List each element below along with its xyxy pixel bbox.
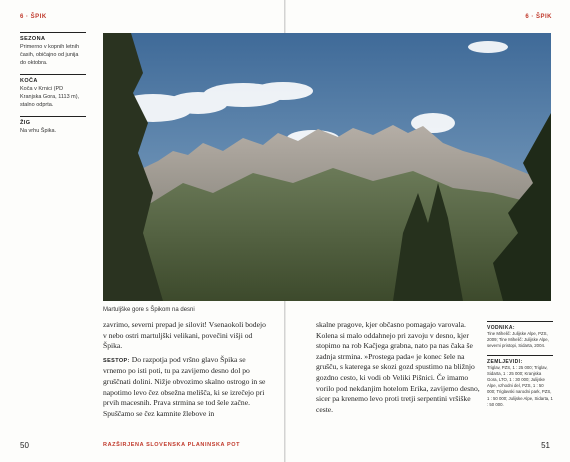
body-column-right — [316, 320, 481, 415]
page-number-right: 51 — [541, 441, 550, 450]
stamp-text: Na vrhu Špika. — [20, 128, 57, 134]
maps-title: ZEMLJEVIDI: — [487, 358, 523, 365]
info-sidebar — [20, 32, 86, 142]
guidebooks-title: VODNIKA: — [487, 325, 515, 331]
guidebooks-text: Tine Mihelič: Julijske Alpe, PZS, 2009; Tine Mihelič: Julijske Alpe, severni pristopi, Sidarta, 2004. — [487, 331, 549, 349]
body-paragraph — [103, 355, 270, 420]
book-title: RAZŠIRJENA SLOVENSKA PLANINSKA POT — [103, 442, 241, 448]
season-title: SEZONA — [20, 36, 46, 42]
stamp-title: ŽIG — [20, 120, 31, 126]
descent-lead: SESTOP: — [103, 357, 130, 364]
maps-text: Triglav, PZS, 1 : 25 000; Triglav, Sidarta, 1 : 25 000; Kranjska Gora, LTO, 1 : 30 000; Julijske Alpe, vzhodni del, PZS, 1 : 50 000; Triglavski narodni park, PZS, 1 : 50 000; Julijske Alpe, Sidarta, 1 : 50 000. — [487, 364, 553, 407]
season-block — [20, 32, 86, 67]
photo-caption: Martuljške gore s Špikom na desni — [103, 307, 195, 313]
mountain-photo — [103, 33, 551, 301]
hut-title: KOČA — [20, 78, 38, 84]
hut-text: Koča v Krnici (PD Kranjska Gora, 1113 m), stalno odprta. — [20, 86, 80, 108]
running-header-left: 6 · ŠPIK — [20, 14, 47, 20]
season-text: Primerno v kopnih letnih časih, običajno od junija do oktobra. — [20, 44, 80, 66]
reference-sidebar — [487, 321, 553, 413]
running-header-right: 6 · ŠPIK — [525, 14, 552, 20]
stamp-block — [20, 116, 86, 135]
body-paragraph: zavrimo, severni prepad je silovit! Vsenaokoli bodejo v nebo ostri martuljški velikani, povečini višji od Špika. — [103, 320, 266, 351]
descent-text: Do razpotja pod vršno glavo Špika se vrnemo po isti poti, tu pa zavijemo desno dol po gruščnati dolini. Nižje obvozimo skalno ostrogo in se napotimo levo čez obsežna melišča, ki se izrečejo pri prvih macesnih. Prava strmina se tod šele začne. Spuščamo se čez kamnite žlebove in — [103, 354, 266, 418]
hut-block — [20, 74, 86, 109]
body-column-left — [103, 320, 270, 419]
maps-block — [487, 355, 553, 408]
guidebooks-block — [487, 321, 553, 350]
body-paragraph: skalne pragove, kjer občasno pomagajo varovala. Kolena si malo oddahnejo pri zavoju v desno, kjer stopimo na rob Kačjega grabna, nato pa nas čaka še zadnja strmina. »Prostega pada« je konec šele na grušču, s katerega se skozi gozd spustimo na bližnjo gozdno cesto, ki vodi ob Veliki Pišnici. Če imamo vorilo pod nekdanjim hotelom Erika, zavijemo desno, sicer pa krenemo levo proti tretji serpentini vršiške ceste. — [316, 320, 480, 414]
page-number-left: 50 — [20, 441, 29, 450]
